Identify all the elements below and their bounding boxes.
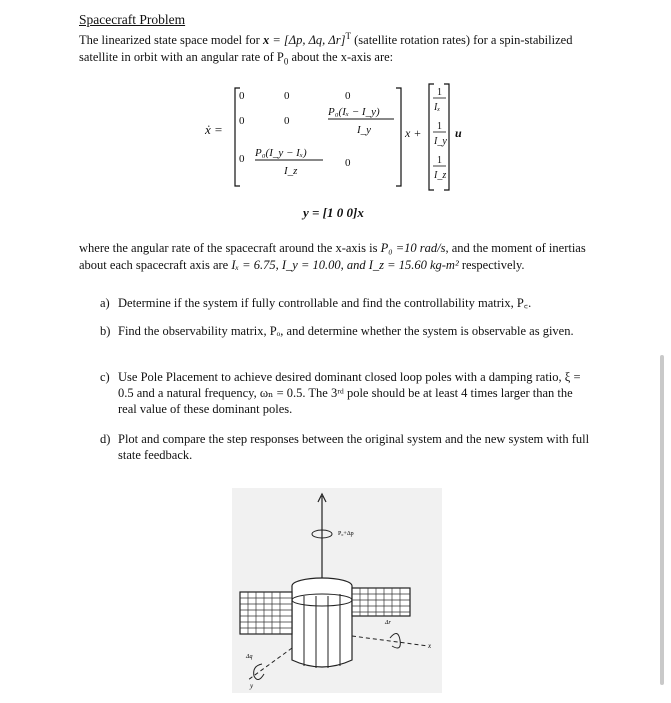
a32-denominator: I_z (284, 165, 298, 177)
where-text-2: , and the moment of inertias about each spacecraft axis are (79, 241, 586, 272)
a33: 0 (345, 157, 351, 169)
y-axis-label: y (250, 682, 254, 690)
where-p0: P₀ =10 rad/s (380, 241, 446, 255)
scrollbar[interactable] (660, 355, 664, 685)
intro-text-1: The linearized state space model for (79, 33, 263, 48)
question-c (100, 369, 590, 417)
intro-text-3: about the x-axis are: (288, 50, 394, 65)
b1-num: 1 (437, 87, 442, 98)
intro-x: x (262, 33, 270, 48)
spin-label: P₀+Δp (338, 531, 354, 537)
question-label: c) (100, 370, 110, 384)
a21: 0 (239, 115, 245, 127)
where-text-1: where the angular rate of the spacecraft around the x-axis is (79, 241, 381, 255)
question-text: Determine if the system if fully controllable and find the controllability matrix, P꜀. (118, 296, 532, 310)
a23-numerator: P₀(Iₓ − I_y) (328, 106, 380, 118)
question-b (100, 323, 590, 339)
x-axis-label: x (428, 642, 432, 650)
dr-label: Δr (385, 620, 391, 626)
a11: 0 (239, 90, 245, 102)
output-equation: y = [1 0 0]x (303, 205, 364, 220)
eq-lhs: ẋ = (205, 122, 223, 137)
state-equation (200, 82, 500, 192)
satellite-figure (228, 488, 456, 698)
where-paragraph (79, 240, 589, 274)
b2-den: I_y (434, 136, 447, 147)
where-inertias: Iₓ = 6.75, I_y = 10.00, and I_z = 15.60 kg-m² (231, 258, 459, 272)
b1-den: Iₓ (434, 102, 441, 113)
dq-label: Δq (246, 654, 253, 660)
question-text: Plot and compare the step responses between the original system and the new system with full state feedback. (118, 432, 590, 462)
intro-transpose: T (345, 31, 351, 41)
where-text-3: respectively. (458, 258, 525, 272)
eq-u: u (455, 126, 462, 140)
intro-paragraph (79, 28, 579, 71)
intro-text-2: (satellite rotation rates) for a spin-stabilized satellite in orbit with an angular rate of P (79, 33, 573, 65)
a22: 0 (284, 115, 290, 127)
b3-den: I_z (434, 170, 447, 181)
question-text: Find the observability matrix, Pₒ, and determine whether the system is observable as given. (118, 324, 574, 338)
a23-denominator: I_y (357, 124, 372, 136)
a31: 0 (239, 153, 245, 165)
question-label: b) (100, 324, 111, 338)
eq-x-plus: x + (405, 126, 422, 140)
intro-subscript: 0 (283, 56, 289, 67)
page-title: Spacecraft Problem (79, 12, 186, 27)
matrix-a-right-bracket (396, 88, 401, 186)
matrix-a-left-bracket (235, 88, 240, 186)
question-label: d) (100, 432, 111, 446)
satellite-drawing (228, 488, 456, 698)
body-cylinder (292, 586, 352, 667)
question-label: a) (100, 296, 110, 310)
state-equation-svg (200, 82, 500, 192)
a12: 0 (284, 90, 290, 102)
a32-numerator: P₀(I_y − Iₓ) (255, 147, 307, 159)
intro-state-vector: = [Δp, Δq, Δr] (269, 33, 346, 48)
a13: 0 (345, 90, 351, 102)
question-a (100, 295, 590, 311)
b3-num: 1 (437, 155, 442, 166)
b2-num: 1 (437, 121, 442, 132)
question-d (100, 431, 590, 463)
question-text: Use Pole Placement to achieve desired dominant closed loop poles with a damping ratio, ξ = 0.5 and a natural frequency, ωₙ = 0.5. The 3ʳᵈ pole should be at least 4 times larger than the real value of these dominant poles. (118, 370, 581, 416)
